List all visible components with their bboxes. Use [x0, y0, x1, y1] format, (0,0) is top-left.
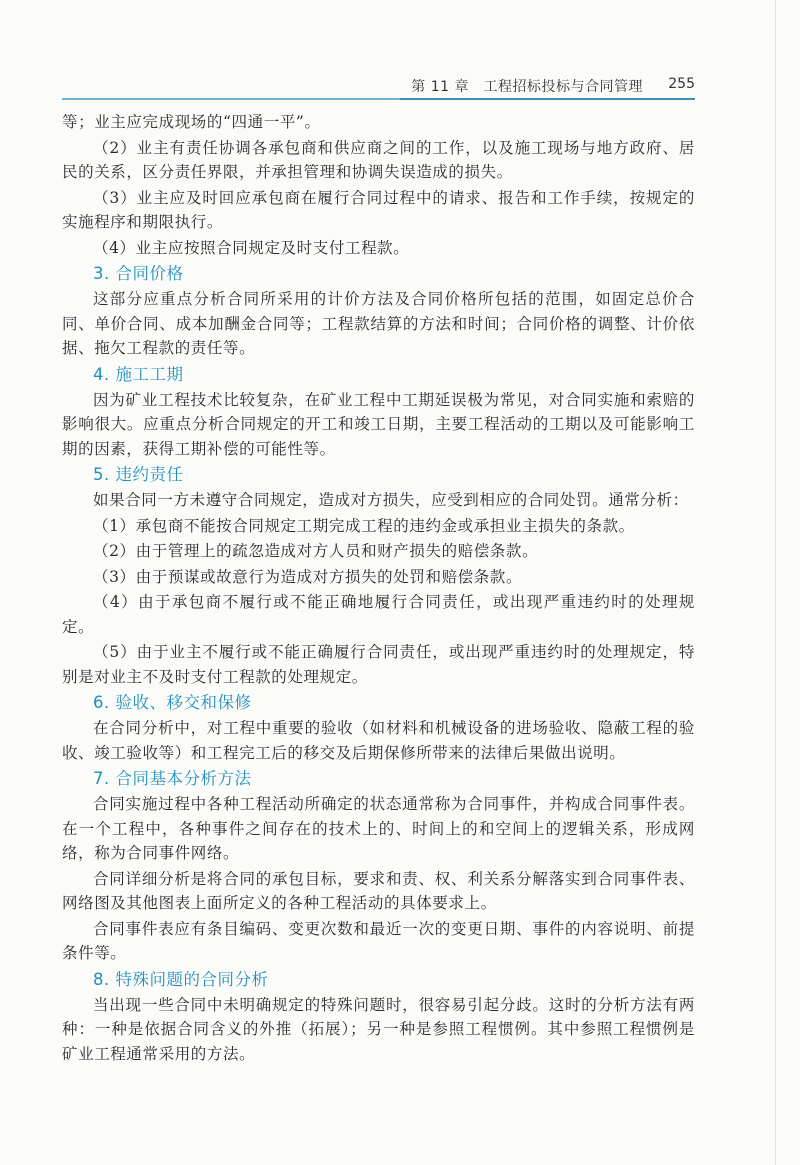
section-heading: 5. 违约责任	[93, 465, 184, 484]
body-paragraph: 因为矿业工程技术比较复杂，在矿业工程中工期延误极为常见，对合同实施和索赔的影响很大。应重点分析合同规定的开工和竣工日期，主要工程活动的工期以及可能影响工期的因素，获得工期补偿的可能性等。	[62, 390, 695, 458]
body-paragraph: （2）业主有责任协调各承包商和供应商之间的工作，以及施工现场与地方政府、居民的关系，区分责任界限，并承担管理和协调失误造成的损失。	[62, 138, 695, 181]
section-heading: 4. 施工工期	[93, 364, 184, 384]
body-paragraph: （2）由于管理上的疏忽造成对方人员和财产损失的赔偿条款。	[93, 542, 539, 560]
page-edge-shadow	[775, 0, 776, 1165]
section-heading: 7. 合同基本分析方法	[93, 769, 252, 788]
body-paragraph: 在合同分析中，对工程中重要的验收（如材料和机械设备的进场验收、隐蔽工程的验收、竣工验收等）和工程完工后的移交及后期保修所带来的法律后果做出说明。	[62, 719, 695, 762]
page-number: 255	[668, 76, 695, 92]
section-heading: 6. 验收、移交和保修	[93, 693, 252, 712]
body-paragraph: （4）业主应按照合同规定及时支付工程款。	[93, 238, 410, 257]
section-heading: 3. 合同价格	[93, 264, 184, 283]
section-heading: 8. 特殊问题的合同分析	[93, 969, 269, 989]
header-rule-accent	[400, 98, 695, 100]
body-paragraph: （3）由于预谋或故意行为造成对方损失的处罚和赔偿条款。	[93, 567, 523, 586]
body-paragraph: （1）承包商不能按合同规定工期完成工程的违约金或承担业主损失的条款。	[93, 516, 635, 535]
body-paragraph: （5）由于业主不履行或不能正确履行合同责任，或出现严重违约时的处理规定，特别是对业主不及时支付工程款的处理规定。	[62, 643, 695, 686]
body-paragraph: 这部分应重点分析合同所采用的计价方法及合同价格所包括的范围，如固定总价合同、单价合同、成本加酬金合同等；工程款结算的方法和时间；合同价格的调整、计价依据、拖欠工程款的责任等。	[62, 290, 695, 357]
body-paragraph: 如果合同一方未遵守合同规定，造成对方损失，应受到相应的合同处罚。通常分析：	[93, 491, 689, 509]
body-paragraph: 当出现一些合同中未明确规定的特殊问题时，很容易引起分歧。这时的分析方法有两种：一种是依据合同含义的外推（拓展）；另一种是参照工程惯例。其中参照工程惯例是矿业工程通常采用的方法。	[62, 995, 695, 1063]
running-header	[62, 72, 695, 98]
body-paragraph: （3）业主应及时回应承包商在履行合同过程中的请求、报告和工作手续，按规定的实施程序和期限执行。	[62, 188, 695, 231]
page-body	[62, 110, 695, 1067]
body-paragraph: 等；业主应完成现场的“四通一平”。	[62, 113, 321, 131]
body-paragraph: 合同事件表应有条目编码、变更次数和最近一次的变更日期、事件的内容说明、前提条件等。	[62, 919, 695, 962]
body-paragraph: 合同详细分析是将合同的承包目标，要求和责、权、利关系分解落实到合同事件表、网络图及其他图表上面所定义的各种工程活动的具体要求上。	[62, 869, 695, 912]
body-paragraph: 合同实施过程中各种工程活动所确定的状态通常称为合同事件，并构成合同事件表。在一个工程中，各种事件之间存在的技术上的、时间上的和空间上的逻辑关系，形成网络，称为合同事件网络。	[62, 795, 695, 862]
chapter-title: 第 11 章 工程招标投标与合同管理	[411, 79, 643, 95]
body-paragraph: （4）由于承包商不履行或不能正确地履行合同责任，或出现严重违约时的处理规定。	[62, 593, 695, 636]
